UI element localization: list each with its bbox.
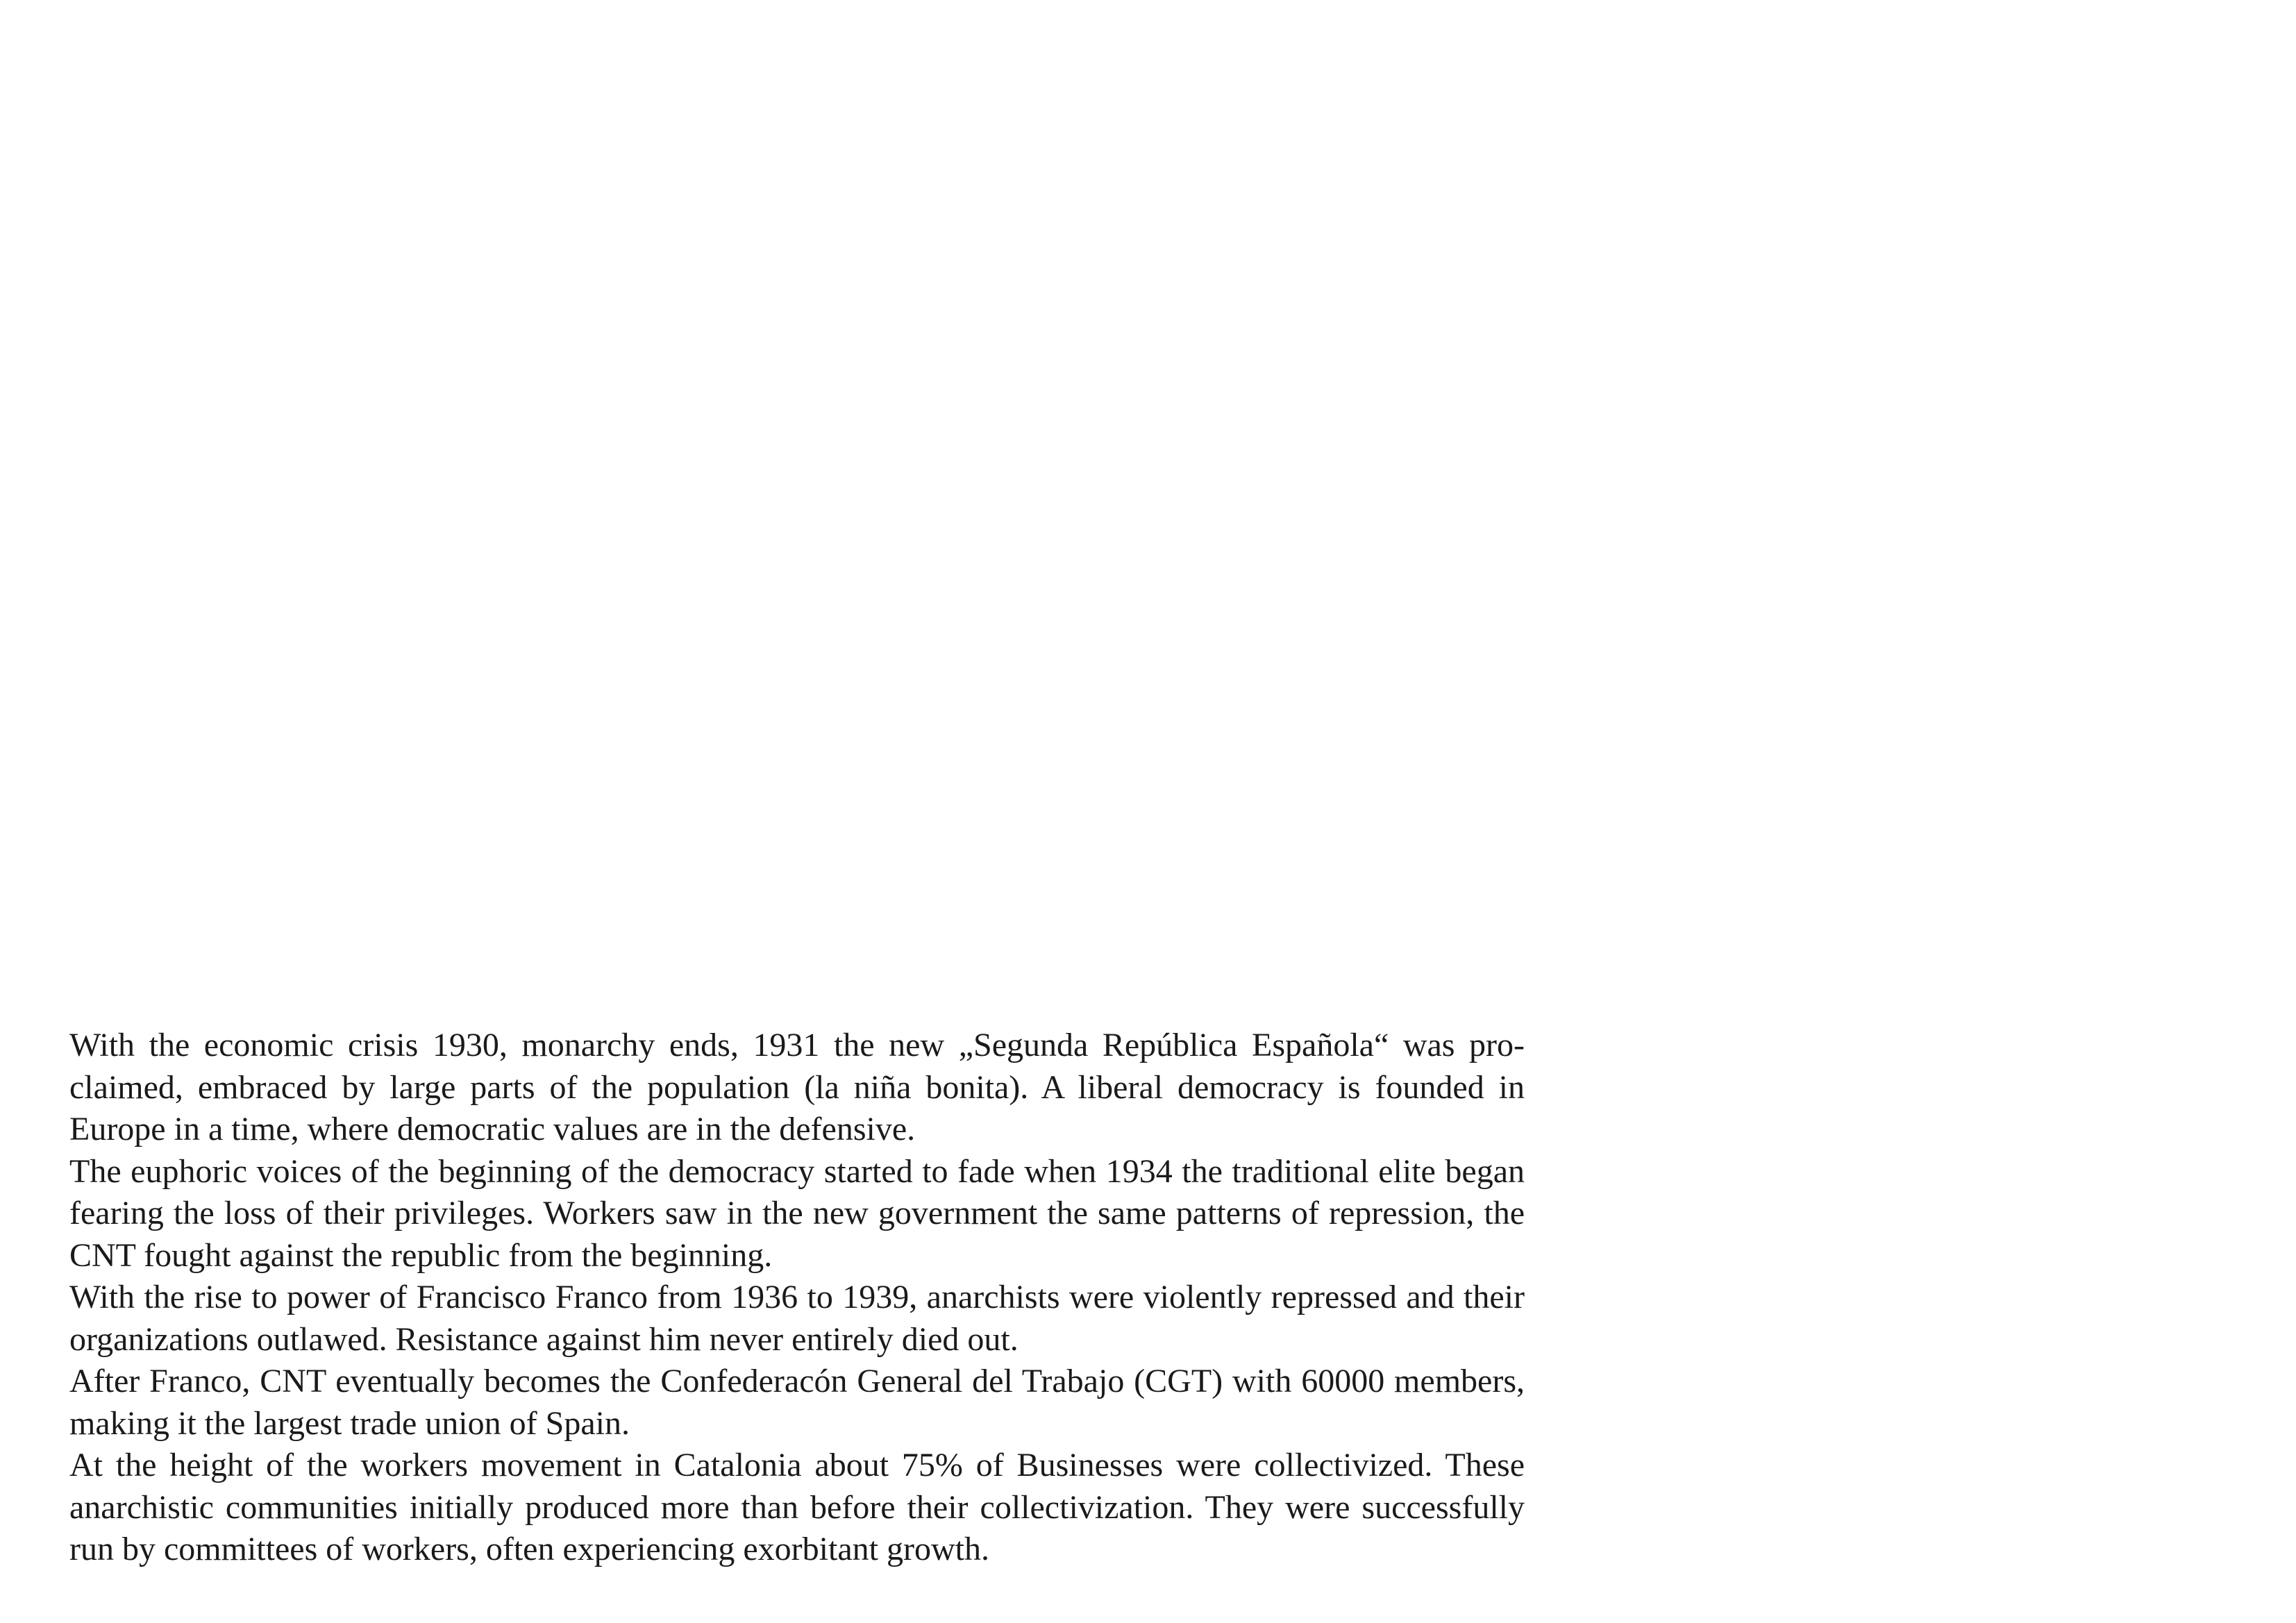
- paragraph-democracy-fade: The euphoric voices of the beginning of the democracy started to fade when 1934 the traditional elite began fearing the loss of their privileges. Workers saw in the new government the same patterns of repression, the CNT fought against the republic from the beginning.: [69, 1152, 1525, 1274]
- paragraph-catalonia: At the height of the workers movement in Catalonia about 75% of Businesses were collectivized. These anarchistic communities initially produced more than before their collectivization. They were successfully run by committees of workers, often experiencing exorbitant growth.: [69, 1447, 1525, 1567]
- paragraph-franco: With the rise to power of Francisco Franco from 1936 to 1939, anarchists were violently repressed and their organizations outlawed. Resistance against him never entirely died out.: [69, 1279, 1525, 1358]
- paragraph-republic: With the economic crisis 1930, monarchy ends, 1931 the new „Segunda República Española“ was proclaimed, embraced by large parts of the population (la niña bonita). A liberal democracy is founded in Europe in a time, where democratic values are in the defensive.: [69, 1027, 1525, 1147]
- body-text: [69, 1025, 1525, 1571]
- paragraph-cgt: After Franco, CNT eventually becomes the Confederacón General del Trabajo (CGT) with 60000 members, making it the largest trade union of Spain.: [69, 1363, 1525, 1442]
